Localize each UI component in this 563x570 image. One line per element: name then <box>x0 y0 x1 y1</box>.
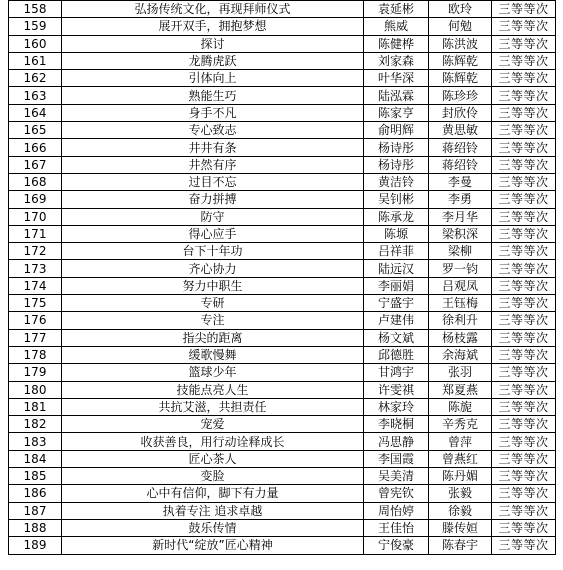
award-level-cell: 三等等次 <box>492 173 556 190</box>
award-level-cell: 三等等次 <box>492 277 556 294</box>
entry-title-cell: 执着专注 追求卓越 <box>62 502 364 519</box>
entry-number-cell: 182 <box>9 416 62 433</box>
entry-title-cell: 专心致志 <box>62 122 364 139</box>
entry-title-cell: 得心应手 <box>62 225 364 242</box>
table-row <box>9 173 556 190</box>
entry-title-cell: 弘扬传统文化，再现拜师仪式 <box>62 1 364 18</box>
entry-title-cell: 齐心协力 <box>62 260 364 277</box>
author-cell: 陆泓霖 <box>364 87 429 104</box>
advisor-cell: 滕传姮 <box>429 519 492 536</box>
author-cell: 邱德胜 <box>364 346 429 363</box>
award-level-cell: 三等等次 <box>492 35 556 52</box>
author-cell: 李晓桐 <box>364 416 429 433</box>
table-row <box>9 122 556 139</box>
table-row <box>9 398 556 415</box>
advisor-cell: 封欣伶 <box>429 104 492 121</box>
table-row <box>9 208 556 225</box>
author-cell: 杨诗彤 <box>364 156 429 173</box>
entry-title-cell: 熟能生巧 <box>62 87 364 104</box>
author-cell: 熊威 <box>364 18 429 35</box>
table-row <box>9 433 556 450</box>
table-row <box>9 191 556 208</box>
advisor-cell: 徐利升 <box>429 312 492 329</box>
table-row <box>9 260 556 277</box>
award-level-cell: 三等等次 <box>492 52 556 69</box>
entry-title-cell: 防守 <box>62 208 364 225</box>
author-cell: 宁盛宇 <box>364 295 429 312</box>
author-cell: 陈塬 <box>364 225 429 242</box>
advisor-cell: 余海斌 <box>429 346 492 363</box>
advisor-cell: 罗一钧 <box>429 260 492 277</box>
award-level-cell: 三等等次 <box>492 18 556 35</box>
advisor-cell: 陈珍珍 <box>429 87 492 104</box>
table-row <box>9 381 556 398</box>
advisor-cell: 梁柳 <box>429 243 492 260</box>
entry-title-cell: 过目不忘 <box>62 173 364 190</box>
award-level-cell: 三等等次 <box>492 519 556 536</box>
entry-title-cell: 新时代“绽放”匠心精神 <box>62 537 364 554</box>
entry-title-cell: 收获善良，用行动诠释成长 <box>62 433 364 450</box>
author-cell: 宁俊豪 <box>364 537 429 554</box>
awards-table <box>8 0 556 555</box>
entry-number-cell: 174 <box>9 277 62 294</box>
entry-title-cell: 身手不凡 <box>62 104 364 121</box>
advisor-cell: 陈洪波 <box>429 35 492 52</box>
table-row <box>9 225 556 242</box>
entry-title-cell: 井井有条 <box>62 139 364 156</box>
author-cell: 卢建伟 <box>364 312 429 329</box>
award-level-cell: 三等等次 <box>492 139 556 156</box>
author-cell: 杨文斌 <box>364 329 429 346</box>
award-level-cell: 三等等次 <box>492 450 556 467</box>
advisor-cell: 陈春宇 <box>429 537 492 554</box>
author-cell: 杨诗彤 <box>364 139 429 156</box>
entry-title-cell: 龙腾虎跃 <box>62 52 364 69</box>
entry-number-cell: 158 <box>9 1 62 18</box>
advisor-cell: 曾萍 <box>429 433 492 450</box>
award-level-cell: 三等等次 <box>492 87 556 104</box>
entry-number-cell: 189 <box>9 537 62 554</box>
advisor-cell: 蒋绍铃 <box>429 139 492 156</box>
entry-number-cell: 180 <box>9 381 62 398</box>
author-cell: 许雯祺 <box>364 381 429 398</box>
entry-number-cell: 176 <box>9 312 62 329</box>
award-level-cell: 三等等次 <box>492 485 556 502</box>
entry-title-cell: 共抗艾滋，共担责任 <box>62 398 364 415</box>
table-row <box>9 329 556 346</box>
table-row <box>9 18 556 35</box>
advisor-cell: 黄思敏 <box>429 122 492 139</box>
award-level-cell: 三等等次 <box>492 346 556 363</box>
award-level-cell: 三等等次 <box>492 208 556 225</box>
entry-title-cell: 探讨 <box>62 35 364 52</box>
entry-number-cell: 183 <box>9 433 62 450</box>
entry-title-cell: 努力中职生 <box>62 277 364 294</box>
author-cell: 王佳怡 <box>364 519 429 536</box>
entry-number-cell: 162 <box>9 70 62 87</box>
advisor-cell: 蒋绍铃 <box>429 156 492 173</box>
advisor-cell: 陈丹媚 <box>429 468 492 485</box>
table-row <box>9 468 556 485</box>
entry-title-cell: 篮球少年 <box>62 364 364 381</box>
author-cell: 黄洁铃 <box>364 173 429 190</box>
author-cell: 吴钊彬 <box>364 191 429 208</box>
entry-title-cell: 台下十年功 <box>62 243 364 260</box>
author-cell: 李国霞 <box>364 450 429 467</box>
entry-number-cell: 163 <box>9 87 62 104</box>
award-level-cell: 三等等次 <box>492 191 556 208</box>
award-level-cell: 三等等次 <box>492 156 556 173</box>
advisor-cell: 李曼 <box>429 173 492 190</box>
entry-number-cell: 181 <box>9 398 62 415</box>
table-row <box>9 312 556 329</box>
advisor-cell: 徐毅 <box>429 502 492 519</box>
author-cell: 陆远汉 <box>364 260 429 277</box>
advisor-cell: 梁积深 <box>429 225 492 242</box>
table-row <box>9 87 556 104</box>
award-level-cell: 三等等次 <box>492 243 556 260</box>
advisor-cell: 陈辉乾 <box>429 70 492 87</box>
award-level-cell: 三等等次 <box>492 122 556 139</box>
table-row <box>9 70 556 87</box>
award-level-cell: 三等等次 <box>492 364 556 381</box>
author-cell: 甘鸿宇 <box>364 364 429 381</box>
advisor-cell: 陈辉乾 <box>429 52 492 69</box>
entry-number-cell: 159 <box>9 18 62 35</box>
entry-number-cell: 178 <box>9 346 62 363</box>
entry-number-cell: 161 <box>9 52 62 69</box>
award-level-cell: 三等等次 <box>492 225 556 242</box>
table-row <box>9 416 556 433</box>
table-row <box>9 139 556 156</box>
advisor-cell: 张羽 <box>429 364 492 381</box>
entry-number-cell: 186 <box>9 485 62 502</box>
author-cell: 叶华深 <box>364 70 429 87</box>
advisor-cell: 郑夏燕 <box>429 381 492 398</box>
entry-title-cell: 宠爱 <box>62 416 364 433</box>
author-cell: 周怡婷 <box>364 502 429 519</box>
award-level-cell: 三等等次 <box>492 468 556 485</box>
entry-number-cell: 173 <box>9 260 62 277</box>
entry-title-cell: 引体向上 <box>62 70 364 87</box>
author-cell: 刘家森 <box>364 52 429 69</box>
entry-number-cell: 168 <box>9 173 62 190</box>
award-level-cell: 三等等次 <box>492 416 556 433</box>
entry-number-cell: 164 <box>9 104 62 121</box>
entry-number-cell: 172 <box>9 243 62 260</box>
entry-number-cell: 165 <box>9 122 62 139</box>
advisor-cell: 李月华 <box>429 208 492 225</box>
entry-title-cell: 井然有序 <box>62 156 364 173</box>
table-row <box>9 450 556 467</box>
award-level-cell: 三等等次 <box>492 295 556 312</box>
advisor-cell: 吕观凤 <box>429 277 492 294</box>
advisor-cell: 杨枝露 <box>429 329 492 346</box>
entry-title-cell: 技能点亮人生 <box>62 381 364 398</box>
table-row <box>9 104 556 121</box>
table-row <box>9 35 556 52</box>
entry-title-cell: 奋力拼搏 <box>62 191 364 208</box>
entry-number-cell: 187 <box>9 502 62 519</box>
entry-title-cell: 专注 <box>62 312 364 329</box>
author-cell: 冯思静 <box>364 433 429 450</box>
advisor-cell: 何勉 <box>429 18 492 35</box>
award-level-cell: 三等等次 <box>492 104 556 121</box>
entry-number-cell: 184 <box>9 450 62 467</box>
entry-number-cell: 170 <box>9 208 62 225</box>
table-row <box>9 364 556 381</box>
award-level-cell: 三等等次 <box>492 329 556 346</box>
entry-number-cell: 185 <box>9 468 62 485</box>
advisor-cell: 王钰梅 <box>429 295 492 312</box>
author-cell: 曾宪钦 <box>364 485 429 502</box>
table-row <box>9 485 556 502</box>
advisor-cell: 张毅 <box>429 485 492 502</box>
award-level-cell: 三等等次 <box>492 502 556 519</box>
entry-number-cell: 177 <box>9 329 62 346</box>
advisor-cell: 欧玲 <box>429 1 492 18</box>
table-row <box>9 502 556 519</box>
entry-number-cell: 160 <box>9 35 62 52</box>
awards-table-body <box>9 1 556 555</box>
table-row <box>9 346 556 363</box>
advisor-cell: 陈旎 <box>429 398 492 415</box>
advisor-cell: 李勇 <box>429 191 492 208</box>
entry-title-cell: 鼓乐传情 <box>62 519 364 536</box>
entry-title-cell: 展开双手，拥抱梦想 <box>62 18 364 35</box>
award-level-cell: 三等等次 <box>492 537 556 554</box>
author-cell: 俞明辉 <box>364 122 429 139</box>
table-row <box>9 295 556 312</box>
entry-number-cell: 171 <box>9 225 62 242</box>
entry-title-cell: 变脸 <box>62 468 364 485</box>
entry-title-cell: 心中有信仰，脚下有力量 <box>62 485 364 502</box>
award-level-cell: 三等等次 <box>492 398 556 415</box>
table-row <box>9 277 556 294</box>
author-cell: 陈承龙 <box>364 208 429 225</box>
entry-title-cell: 缓歌慢舞 <box>62 346 364 363</box>
entry-title-cell: 专研 <box>62 295 364 312</box>
entry-number-cell: 188 <box>9 519 62 536</box>
table-row <box>9 52 556 69</box>
author-cell: 吴美清 <box>364 468 429 485</box>
award-level-cell: 三等等次 <box>492 70 556 87</box>
entry-number-cell: 166 <box>9 139 62 156</box>
entry-title-cell: 匠心茶人 <box>62 450 364 467</box>
author-cell: 陈健桦 <box>364 35 429 52</box>
entry-number-cell: 175 <box>9 295 62 312</box>
entry-number-cell: 179 <box>9 364 62 381</box>
advisor-cell: 曾燕红 <box>429 450 492 467</box>
author-cell: 吕祥菲 <box>364 243 429 260</box>
author-cell: 陈家亨 <box>364 104 429 121</box>
table-row <box>9 156 556 173</box>
table-row <box>9 537 556 554</box>
entry-title-cell: 指尖的距离 <box>62 329 364 346</box>
table-row <box>9 243 556 260</box>
award-level-cell: 三等等次 <box>492 381 556 398</box>
entry-number-cell: 169 <box>9 191 62 208</box>
author-cell: 林家玲 <box>364 398 429 415</box>
advisor-cell: 辛秀克 <box>429 416 492 433</box>
award-level-cell: 三等等次 <box>492 1 556 18</box>
award-level-cell: 三等等次 <box>492 433 556 450</box>
author-cell: 袁延彬 <box>364 1 429 18</box>
author-cell: 李丽娟 <box>364 277 429 294</box>
award-level-cell: 三等等次 <box>492 260 556 277</box>
award-level-cell: 三等等次 <box>492 312 556 329</box>
table-row <box>9 519 556 536</box>
entry-number-cell: 167 <box>9 156 62 173</box>
table-row <box>9 1 556 18</box>
